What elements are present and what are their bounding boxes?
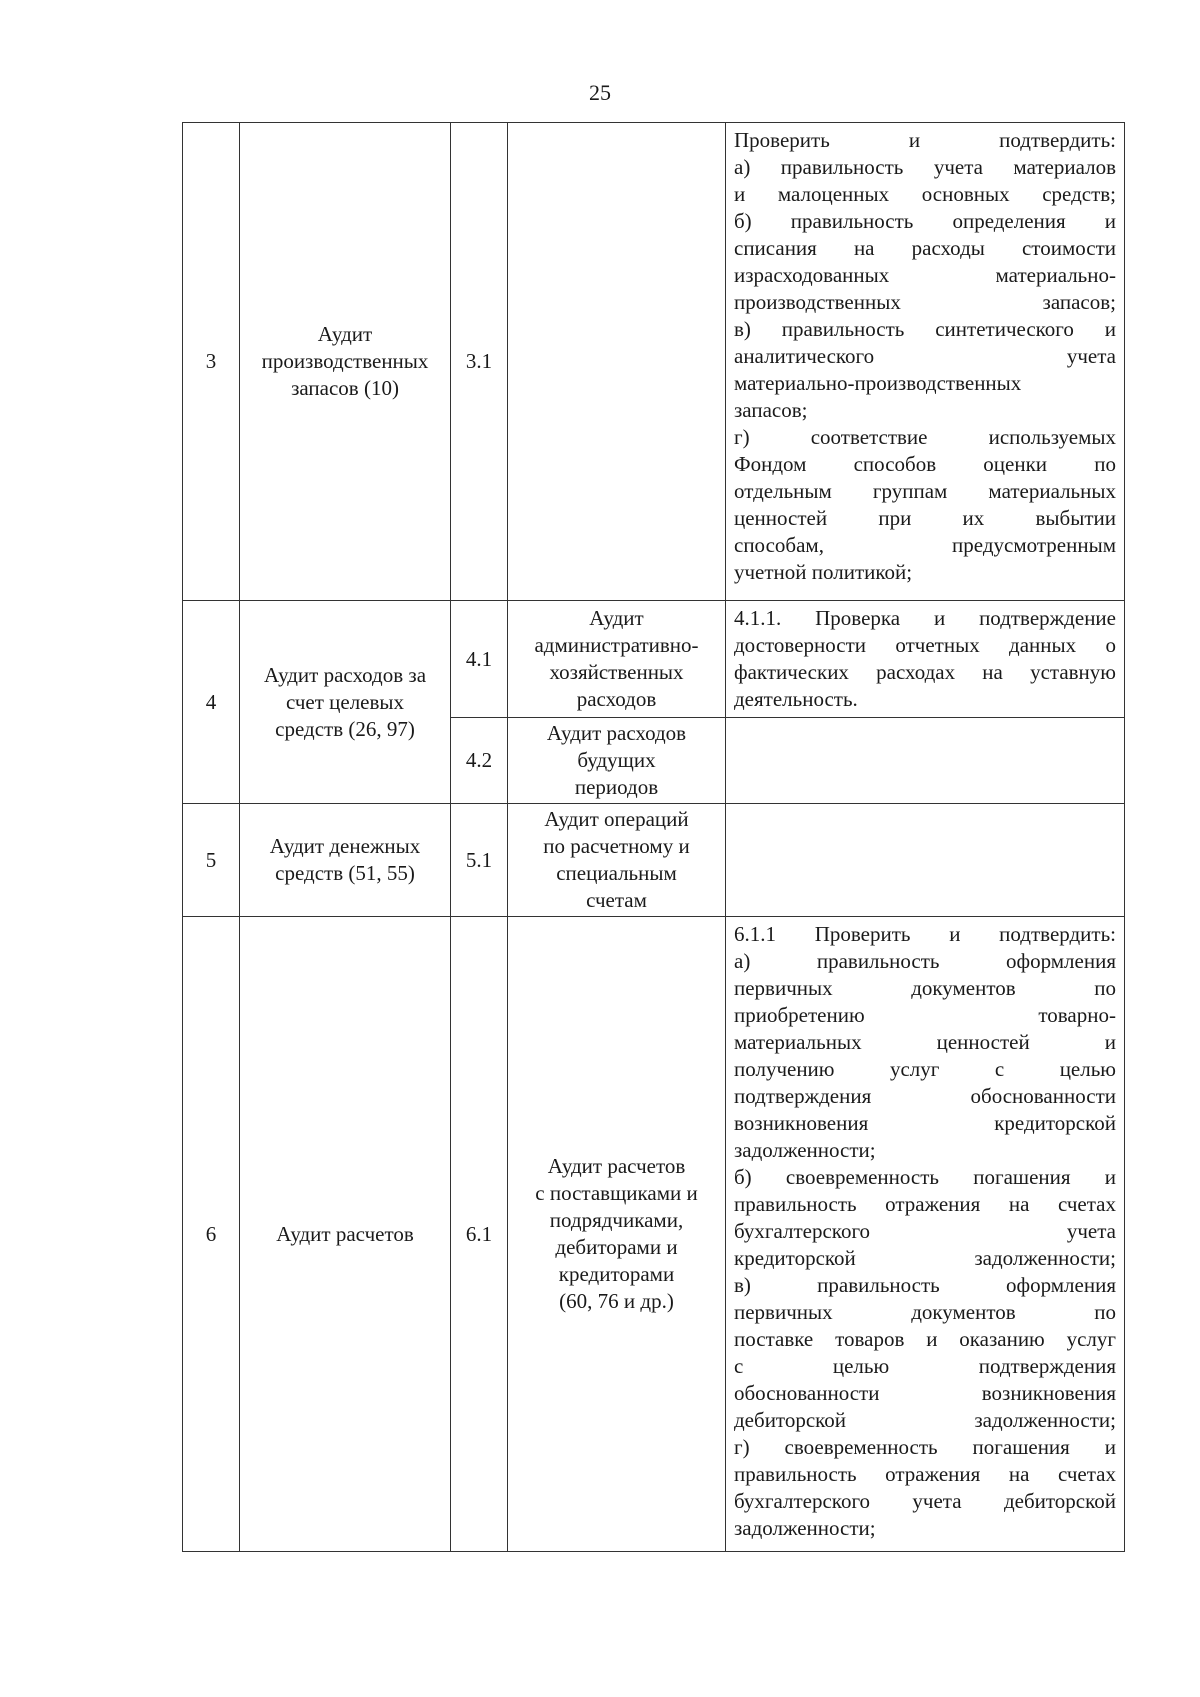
subsection-number: 4.1 [451,601,508,718]
description-line: 4.1.1. Проверка и подтверждение [734,606,1116,630]
table-row [183,804,1125,917]
row-number: 6 [183,917,240,1552]
section-name: Аудит расходов за счет целевых средств (26, 97) [240,601,451,804]
description-line: способам, предусмотренным [734,533,1116,557]
description-line: деятельность. [734,687,858,711]
description-line: а) правильность оформления [734,949,1116,973]
procedure-description [726,718,1125,804]
description-line: первичных документов по [734,1300,1116,1324]
description-line: первичных документов по [734,976,1116,1000]
description-line: учетной политикой; [734,560,913,584]
audit-plan-table [182,122,1125,1552]
description-line: 6.1.1 Проверить и подтвердить: [734,922,1116,946]
description-line: в) правильность оформления [734,1273,1116,1297]
procedure-description [726,123,1125,601]
description-line: возникновения кредиторской [734,1111,1116,1135]
subsection-number: 6.1 [451,917,508,1552]
description-line: кредиторской задолженности; [734,1246,1116,1270]
description-line: отдельным группам материальных [734,479,1116,503]
description-line: Проверить и подтвердить: [734,128,1116,152]
description-line: израсходованных материально- [734,263,1116,287]
description-line: материальных ценностей и [734,1030,1116,1054]
description-line: получению услуг с целью [734,1057,1116,1081]
description-line: бухгалтерского учета дебиторской [734,1489,1116,1513]
description-line: б) правильность определения и [734,209,1116,233]
description-line: а) правильность учета материалов [734,155,1116,179]
description-line: аналитического учета [734,344,1116,368]
row-number: 4 [183,601,240,804]
subsection-number: 4.2 [451,718,508,804]
description-line: подтверждения обоснованности [734,1084,1116,1108]
description-line: материально-производственных [734,371,1022,395]
description-line: бухгалтерского учета [734,1219,1116,1243]
description-line: задолженности; [734,1138,876,1162]
page-number: 25 [589,80,611,105]
description-line: обоснованности возникновения [734,1381,1116,1405]
description-line: приобретению товарно- [734,1003,1116,1027]
subsection-number: 5.1 [451,804,508,917]
section-name: Аудит производственных запасов (10) [240,123,451,601]
procedure-description [726,917,1125,1552]
procedure-description [726,601,1125,718]
description-line: поставке товаров и оказанию услуг [734,1327,1116,1351]
row-number: 5 [183,804,240,917]
description-line: фактических расходах на уставную [734,660,1116,684]
description-line: и малоценных основных средств; [734,182,1116,206]
subsection-name [508,123,726,601]
description-line: Фондом способов оценки по [734,452,1116,476]
subsection-name: Аудит расчетов с поставщиками и подрядчиками, дебиторами и кредиторами (60, 76 и др.) [508,917,726,1552]
description-line: б) своевременность погашения и [734,1165,1116,1189]
description-line: списания на расходы стоимости [734,236,1116,260]
table-row [183,917,1125,1552]
description-line: производственных запасов; [734,290,1116,314]
subsection-name: Аудит расходов будущих периодов [508,718,726,804]
table-row [183,123,1125,601]
section-name: Аудит расчетов [240,917,451,1552]
description-line: достоверности отчетных данных о [734,633,1116,657]
description-line: ценностей при их выбытии [734,506,1116,530]
description-line: запасов; [734,398,808,422]
description-line: дебиторской задолженности; [734,1408,1116,1432]
description-line: г) соответствие используемых [734,425,1116,449]
procedure-description [726,804,1125,917]
table-row [183,601,1125,718]
description-line: задолженности; [734,1516,876,1540]
description-line: в) правильность синтетического и [734,317,1116,341]
description-line: правильность отражения на счетах [734,1462,1116,1486]
subsection-name: Аудит операций по расчетному и специальным счетам [508,804,726,917]
description-line: г) своевременность погашения и [734,1435,1116,1459]
row-number: 3 [183,123,240,601]
subsection-name: Аудит административно- хозяйственных расходов [508,601,726,718]
section-name: Аудит денежных средств (51, 55) [240,804,451,917]
description-line: с целью подтверждения [734,1354,1116,1378]
description-line: правильность отражения на счетах [734,1192,1116,1216]
subsection-number: 3.1 [451,123,508,601]
